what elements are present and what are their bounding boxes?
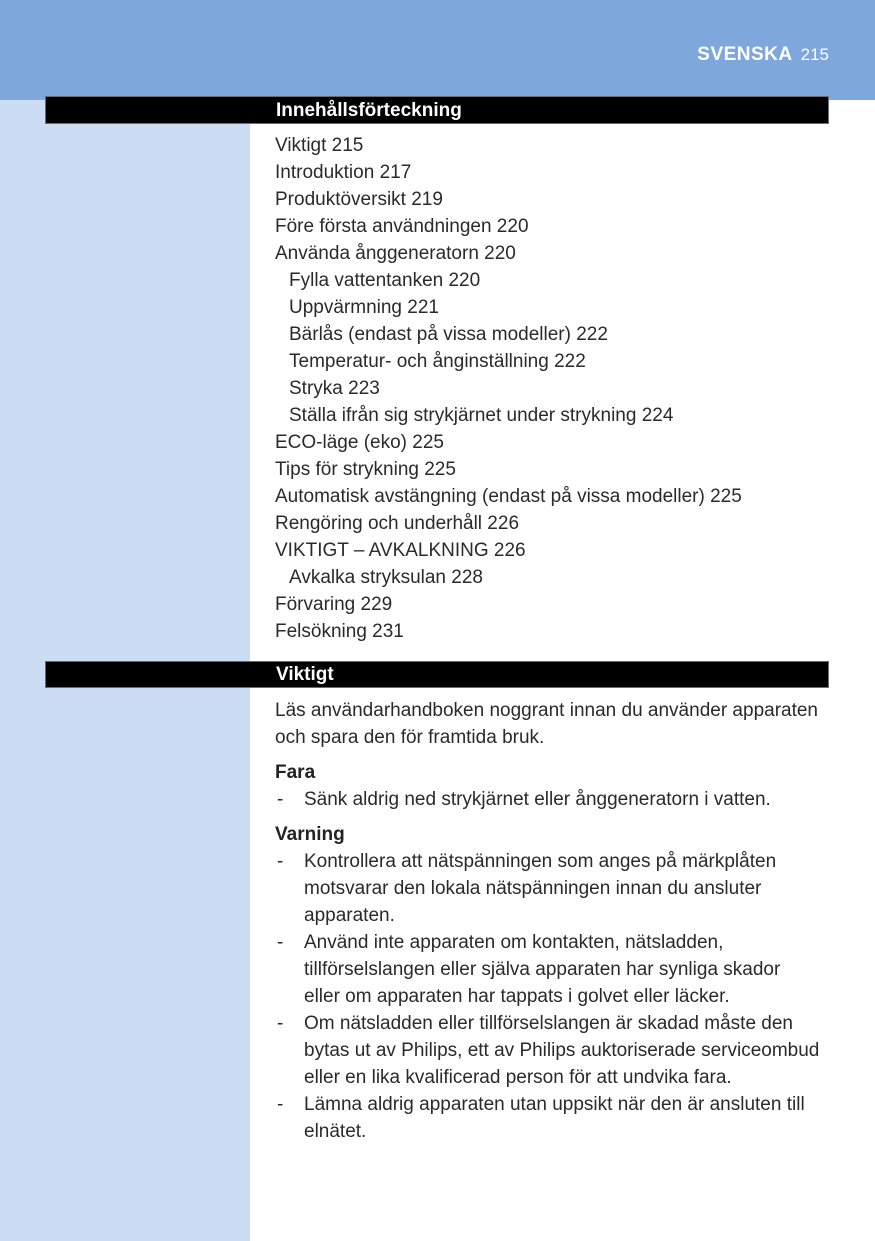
bullet-text: Kontrollera att nätspänningen som anges på märkplåten motsvarar den lokala nätspänningen innan du ansluter apparaten. — [304, 851, 777, 926]
page-number: 215 — [800, 45, 829, 64]
toc-entry: Stryka 223 — [289, 378, 380, 399]
bullet-item — [275, 1010, 820, 1091]
toc-heading: Innehållsförteckning — [276, 100, 462, 121]
toc-entry: VIKTIGT – AVKALKNING 226 — [275, 540, 526, 561]
toc-entry: Rengöring och underhåll 226 — [275, 513, 520, 534]
table-of-contents — [275, 132, 742, 645]
bullet-text: Använd inte apparaten om kontakten, nätsladden, tillförselslangen eller själva apparaten har synliga skador eller om apparaten har tappats i golvet eller läcker. — [304, 932, 781, 1007]
toc-entry: Använda ånggeneratorn 220 — [275, 243, 516, 264]
warning-list — [275, 848, 820, 1145]
toc-entry: Introduktion 217 — [275, 162, 412, 183]
toc-entry: Avkalka stryksulan 228 — [289, 567, 483, 588]
important-section — [275, 697, 820, 1153]
page-header — [697, 44, 829, 66]
bullet-text: Lämna aldrig apparaten utan uppsikt när den är ansluten till elnätet. — [304, 1094, 805, 1142]
toc-entry: Fylla vattentanken 220 — [289, 270, 481, 291]
bullet-item — [275, 1091, 820, 1145]
toc-entry: Före första användningen 220 — [275, 216, 529, 237]
bullet-text: Sänk aldrig ned strykjärnet eller ånggeneratorn i vatten. — [304, 789, 771, 810]
toc-entry: Bärlås (endast på vissa modeller) 222 — [289, 324, 608, 345]
toc-entry: Temperatur- och ånginställning 222 — [289, 351, 586, 372]
danger-heading: Fara — [275, 762, 316, 783]
toc-entry: Felsökning 231 — [275, 621, 404, 642]
toc-entry: Ställa ifrån sig strykjärnet under strykning 224 — [289, 405, 674, 426]
bullet-dash: - — [277, 1013, 284, 1034]
toc-entry: Tips för strykning 225 — [275, 459, 456, 480]
toc-entry: Produktöversikt 219 — [275, 189, 443, 210]
toc-entry: Förvaring 229 — [275, 594, 393, 615]
toc-entry: Automatisk avstängning (endast på vissa modeller) 225 — [275, 486, 742, 507]
important-heading-bar — [45, 661, 829, 688]
bullet-text: Om nätsladden eller tillförselslangen är skadad måste den bytas ut av Philips, ett av Philips auktoriserade serviceombud eller en lika kvalificerad person för att undvika fara. — [304, 1013, 820, 1088]
warning-heading: Varning — [275, 824, 345, 845]
intro-paragraph: Läs användarhandboken noggrant innan du använder apparaten och spara den för framtida bruk. — [275, 700, 819, 748]
toc-entry: ECO-läge (eko) 225 — [275, 432, 444, 453]
bullet-dash: - — [277, 851, 284, 872]
toc-heading-bar — [45, 96, 829, 124]
language-label: SVENSKA — [697, 44, 793, 65]
bullet-item — [275, 786, 820, 813]
bullet-dash: - — [277, 1094, 284, 1115]
bullet-dash: - — [277, 932, 284, 953]
bullet-dash: - — [277, 789, 284, 810]
important-heading: Viktigt — [276, 664, 334, 685]
bullet-item — [275, 929, 820, 1010]
danger-list — [275, 786, 820, 813]
toc-entry: Viktigt 215 — [275, 135, 364, 156]
toc-entry: Uppvärmning 221 — [289, 297, 439, 318]
bullet-item — [275, 848, 820, 929]
